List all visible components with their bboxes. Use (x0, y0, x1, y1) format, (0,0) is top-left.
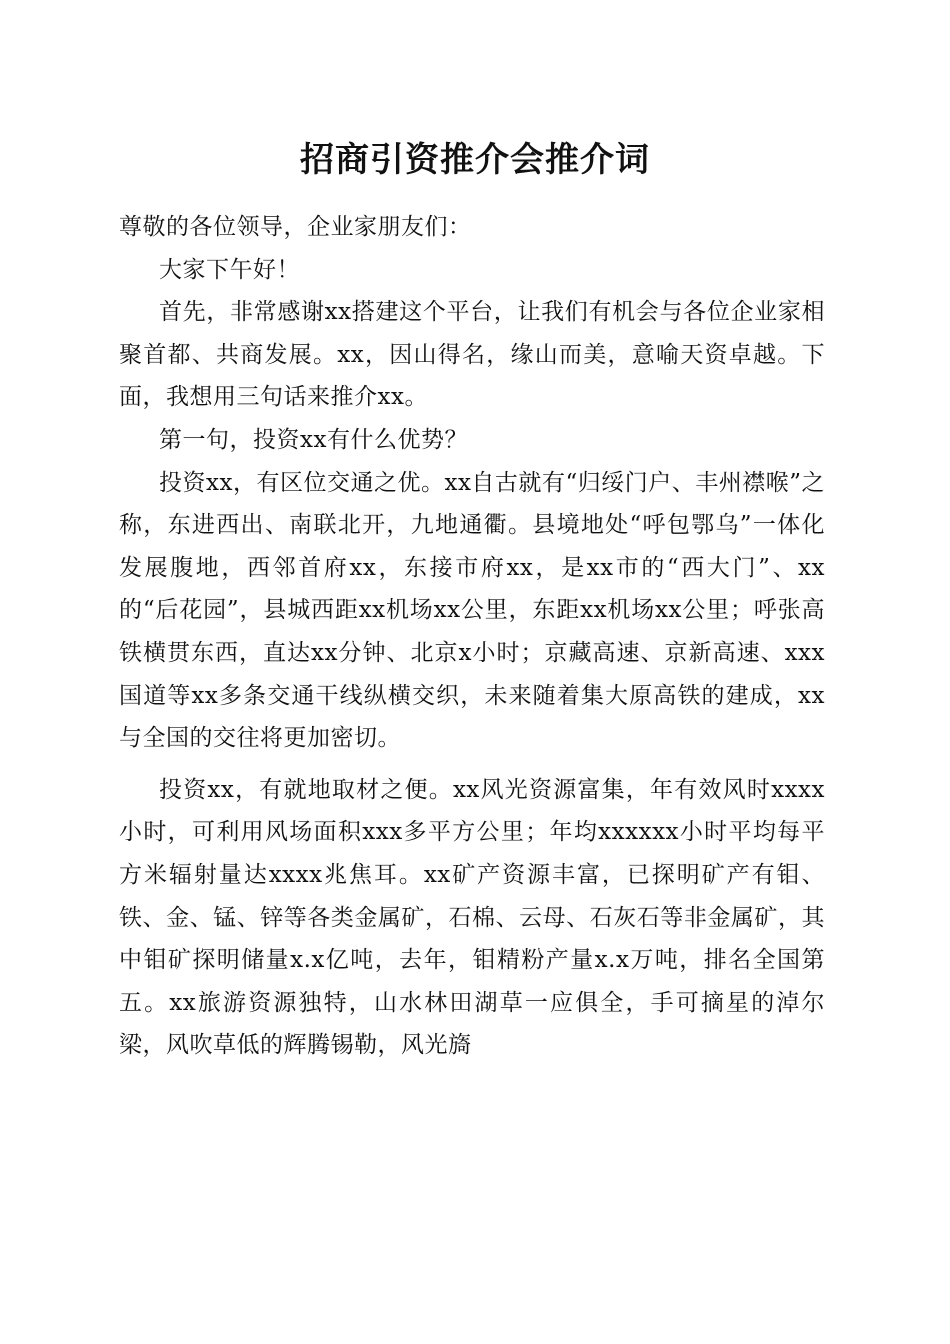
paragraph-location-advantage: 投资xx，有区位交通之优。xx自古就有“归绥门户、丰州襟喉”之称，东进西出、南联北开，九地通衢。县境地处“呼包鄂乌”一体化发展腹地，西邻首府xx，东接市府xx，是xx市的“西大门”、xx的“后花园”，县城西距xx机场xx公里，东距xx机场xx公里；呼张高铁横贯东西，直达xx分钟、北京x小时；京藏高速、京新高速、xxx国道等xx多条交通干线纵横交织，未来随着集大原高铁的建成，xx与全国的交往将更加密切。 (119, 469, 825, 752)
document-title: 招商引资推介会推介词 (300, 140, 650, 180)
section-heading-first: 第一句，投资xx有什么优势？ (159, 426, 468, 453)
paragraph-intro: 首先，非常感谢xx搭建这个平台，让我们有机会与各位企业家相聚首都、共商发展。xx，因山得名，缘山而美，意喻天资卓越。下面，我想用三句话来推介xx。 (119, 299, 825, 411)
paragraph-resource-advantage: 投资xx，有就地取材之便。xx风光资源富集，年有效风时xxxx小时，可利用风场面积xxx多平方公里；年均xxxxxx小时平均每平方米辐射量达xxxx兆焦耳。xx矿产资源丰富，已探明矿产有钼、铁、金、锰、锌等各类金属矿，石棉、云母、石灰石等非金属矿，其中钼矿探明储量x.x亿吨，去年，钼精粉产量x.x万吨，排名全国第五。xx旅游资源独特，山水林田湖草一应俱全，手可摘星的淖尔梁，风吹草低的辉腾锡勒，风光旖 (119, 776, 825, 1059)
document-body (119, 206, 825, 1067)
salutation: 尊敬的各位领导，企业家朋友们： (119, 214, 472, 240)
greeting: 大家下午好！ (159, 256, 300, 283)
